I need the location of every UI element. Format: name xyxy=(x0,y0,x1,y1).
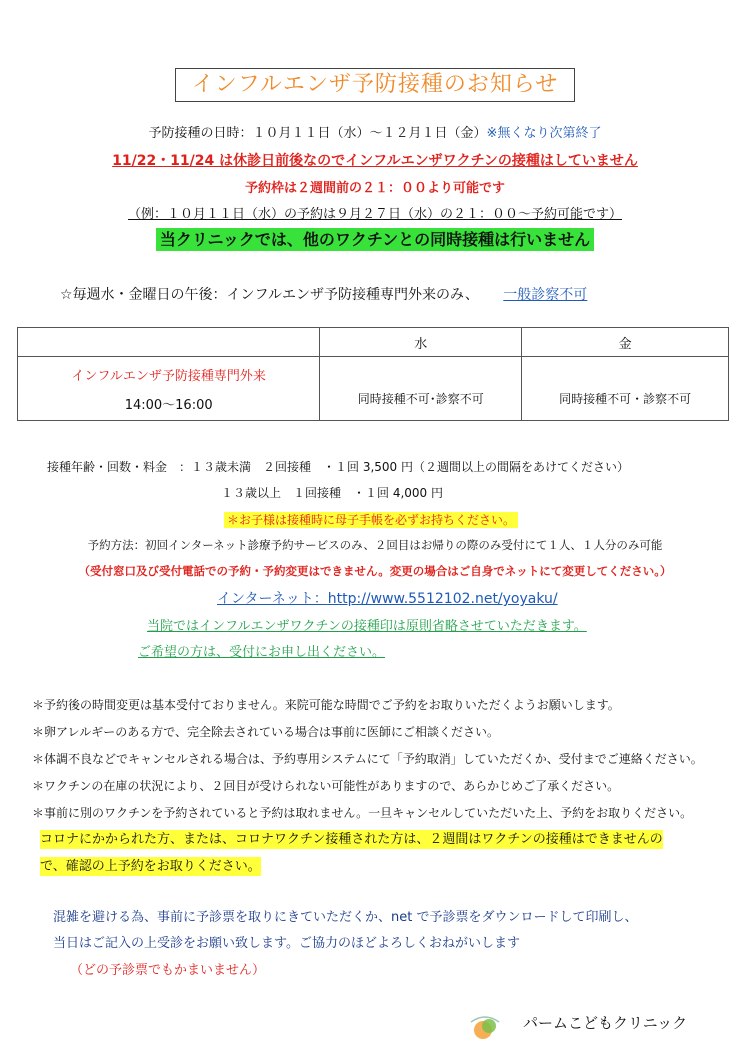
corona-notice xyxy=(40,825,730,879)
closing-line1: 混雑を避ける為、事前に予診票を取りにきていただくか、net で予診票をダウンロードして印刷し、 xyxy=(53,910,638,925)
booking-example-text: （例：１０月１１日（水）の予約は９月２７日（水）の２１：００～予約可能です） xyxy=(127,207,622,222)
no-simultaneous xyxy=(0,227,750,250)
schedule-dates: 予防接種の日時：１０月１１日（水）～１２月１日（金） xyxy=(148,126,487,141)
booking-example xyxy=(0,203,750,222)
clinic-days xyxy=(60,284,587,304)
stamp-line1: 当院ではインフルエンザワクチンの接種印は原則省略させていただきます。 xyxy=(147,619,587,634)
reservation-method: 予約方法：初回インターネット診療予約サービスのみ、２回目はお帰りの際のみ受付にて１人、１人分のみ可能 xyxy=(87,538,663,552)
closed-notice-text: 11/22・11/24 は休診日前後なのでインフルエンザワクチンの接種はしていません xyxy=(112,153,638,169)
table-row-time: 14:00～16:00 xyxy=(124,397,213,413)
fees-line1: 接種年齢・回数・料金 ：１３歳未満 ２回接種 ・１回 3,500 円（２週間以上の間隔をあけてください） xyxy=(47,460,629,474)
table-row xyxy=(18,357,729,421)
table-row-label-cell xyxy=(18,357,320,421)
note-item: ＊事前に別のワクチンを予約されていると予約は取れません。一旦キャンセルしていただいた上、予約をお取りください。 xyxy=(32,806,693,820)
table-header-row xyxy=(18,328,729,357)
clinic-name: パームこどもクリニック xyxy=(523,1014,688,1032)
note-item: ＊予約後の時間変更は基本受付ておりません。来院可能な時間でご予約をお取りいただくようお願いします。 xyxy=(32,698,620,712)
handbook-note xyxy=(224,509,518,528)
booking-window: 予約枠は２週間前の２１：００より可能です xyxy=(244,181,505,196)
note-item: ＊ワクチンの在庫の状況により、２回目が受けられない可能性がありますので、あらかじめご了承ください。 xyxy=(32,779,620,793)
table-header-empty xyxy=(18,328,320,357)
no-simultaneous-text: 当クリニックでは、他のワクチンとの同時接種は行いません xyxy=(156,228,594,251)
clinic-logo-icon xyxy=(468,1012,502,1046)
clinic-days-link[interactable]: 一般診察不可 xyxy=(503,287,588,303)
internet-line xyxy=(217,588,558,608)
schedule-note: ※無くなり次第終了 xyxy=(486,126,602,141)
reservation-url-link[interactable]: http://www.5512102.net/yoyaku/ xyxy=(327,591,558,607)
closed-notice xyxy=(0,150,750,170)
note-item: ＊体調不良などでキャンセルされる場合は、予約専用システムにて「予約取消」していただくか、受付までご連絡ください。 xyxy=(32,752,703,766)
table-row-label: インフルエンザ予防接種専門外来 xyxy=(71,368,266,384)
clinic-days-text: ☆毎週水・金曜日の午後：インフルエンザ予防接種専門外来のみ、 xyxy=(60,287,479,303)
fees-line2: １３歳以上 １回接種 ・１回 4,000 円 xyxy=(221,486,443,500)
handbook-note-text: ＊お子様は接種時に母子手帳を必ずお持ちください。 xyxy=(224,512,518,528)
page-title: インフルエンザ予防接種のお知らせ xyxy=(175,68,575,102)
closing-line3: （どの予診票でもかまいません） xyxy=(70,963,266,978)
schedule-table xyxy=(17,327,729,421)
table-header-fri: 金 xyxy=(522,328,729,357)
corona-line2: で、確認の上予約をお取りください。 xyxy=(40,859,261,874)
schedule-line xyxy=(0,122,750,141)
note-item: ＊卵アレルギーのある方で、完全除去されている場合は事前に医師にご相談ください。 xyxy=(32,725,499,739)
stamp-line2: ご希望の方は、受付にお申し出ください。 xyxy=(138,645,386,660)
closing-line2: 当日はご記入の上受診をお願い致します。ご協力のほどよろしくおねがいします xyxy=(53,936,520,951)
table-cell-wed: 同時接種不可･診察不可 xyxy=(320,357,522,421)
internet-label: インターネット： xyxy=(217,591,328,607)
table-cell-fri: 同時接種不可・診察不可 xyxy=(522,357,729,421)
reservation-warning: （受付窓口及び受付電話での予約・予約変更はできません。変更の場合はご自身でネットにて変更してください。） xyxy=(78,564,672,578)
corona-line1: コロナにかかられた方、または、コロナワクチン接種された方は、２週間はワクチンの接種はできませんの xyxy=(40,832,663,847)
table-header-wed: 水 xyxy=(320,328,522,357)
